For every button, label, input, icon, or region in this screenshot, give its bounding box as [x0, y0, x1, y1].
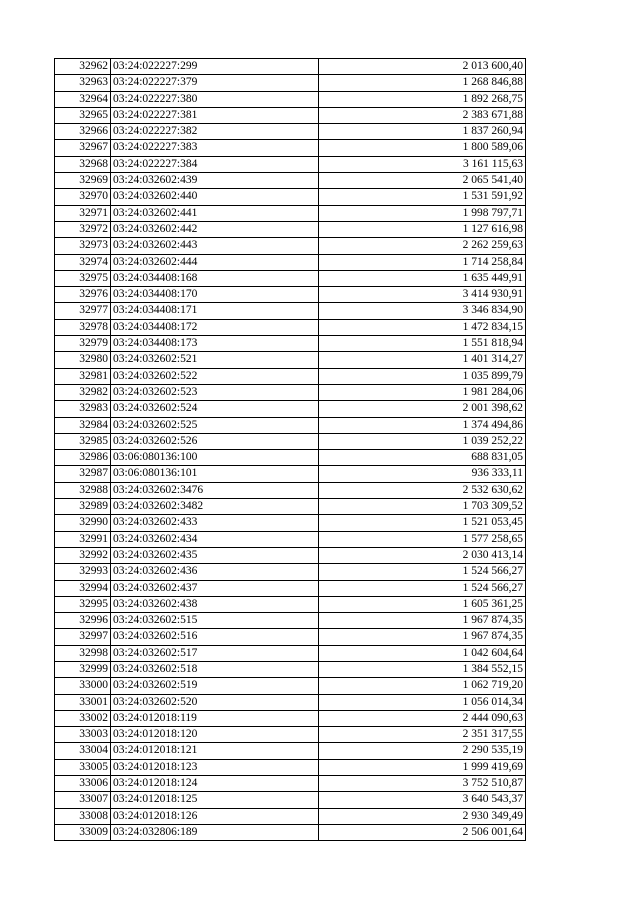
cadastral-number-cell: 03:24:032806:189	[111, 824, 319, 840]
cadastral-number-cell: 03:24:032602:438	[111, 596, 319, 612]
value-cell: 1 472 834,15	[319, 319, 526, 335]
cadastral-number-cell: 03:06:080136:101	[111, 466, 319, 482]
row-number-cell: 33001	[55, 694, 111, 710]
table-row	[55, 580, 526, 596]
table-row	[55, 759, 526, 775]
value-cell: 2 351 317,55	[319, 727, 526, 743]
value-cell: 2 030 413,14	[319, 547, 526, 563]
table-row	[55, 824, 526, 840]
row-number-cell: 32972	[55, 221, 111, 237]
value-cell: 3 346 834,90	[319, 303, 526, 319]
value-cell: 1 062 719,20	[319, 678, 526, 694]
row-number-cell: 32997	[55, 629, 111, 645]
value-cell: 936 333,11	[319, 466, 526, 482]
value-cell: 688 831,05	[319, 450, 526, 466]
cadastral-number-cell: 03:24:032602:520	[111, 694, 319, 710]
value-cell: 1 521 053,45	[319, 515, 526, 531]
cadastral-number-cell: 03:24:022227:379	[111, 75, 319, 91]
table-row	[55, 596, 526, 612]
cadastral-number-cell: 03:24:022227:384	[111, 156, 319, 172]
value-cell: 1 800 589,06	[319, 140, 526, 156]
row-number-cell: 32964	[55, 91, 111, 107]
cadastral-number-cell: 03:24:034408:171	[111, 303, 319, 319]
row-number-cell: 32993	[55, 564, 111, 580]
value-cell: 1 524 566,27	[319, 564, 526, 580]
row-number-cell: 32992	[55, 547, 111, 563]
row-number-cell: 32994	[55, 580, 111, 596]
row-number-cell: 32973	[55, 238, 111, 254]
cadastral-number-cell: 03:24:032602:519	[111, 678, 319, 694]
table-row	[55, 173, 526, 189]
cadastral-number-cell: 03:24:012018:121	[111, 743, 319, 759]
row-number-cell: 32980	[55, 352, 111, 368]
table-row	[55, 694, 526, 710]
row-number-cell: 32984	[55, 417, 111, 433]
table-row	[55, 792, 526, 808]
cadastral-number-cell: 03:24:032602:436	[111, 564, 319, 580]
table-row	[55, 531, 526, 547]
value-cell: 1 384 552,15	[319, 661, 526, 677]
row-number-cell: 32966	[55, 124, 111, 140]
cadastral-number-cell: 03:24:022227:380	[111, 91, 319, 107]
value-cell: 2 444 090,63	[319, 710, 526, 726]
table-row	[55, 75, 526, 91]
cadastral-number-cell: 03:24:012018:119	[111, 710, 319, 726]
value-cell: 1 042 604,64	[319, 645, 526, 661]
value-cell: 1 577 258,65	[319, 531, 526, 547]
table-row	[55, 205, 526, 221]
row-number-cell: 32981	[55, 368, 111, 384]
value-cell: 2 930 349,49	[319, 808, 526, 824]
value-cell: 1 268 846,88	[319, 75, 526, 91]
value-cell: 1 703 309,52	[319, 499, 526, 515]
table-row	[55, 678, 526, 694]
value-cell: 3 161 115,63	[319, 156, 526, 172]
value-cell: 1 605 361,25	[319, 596, 526, 612]
value-cell: 1 551 818,94	[319, 336, 526, 352]
cadastral-number-cell: 03:24:032602:434	[111, 531, 319, 547]
table-row	[55, 156, 526, 172]
table-row	[55, 368, 526, 384]
value-cell: 2 065 541,40	[319, 173, 526, 189]
table-body	[55, 59, 526, 841]
table-row	[55, 564, 526, 580]
row-number-cell: 32975	[55, 270, 111, 286]
cadastral-number-cell: 03:24:032602:443	[111, 238, 319, 254]
row-number-cell: 33005	[55, 759, 111, 775]
value-cell: 1 998 797,71	[319, 205, 526, 221]
cadastral-number-cell: 03:24:032602:442	[111, 221, 319, 237]
value-cell: 1 039 252,22	[319, 433, 526, 449]
value-cell: 1 524 566,27	[319, 580, 526, 596]
row-number-cell: 32996	[55, 613, 111, 629]
cadastral-number-cell: 03:24:032602:516	[111, 629, 319, 645]
table-row	[55, 238, 526, 254]
cadastral-number-cell: 03:24:012018:120	[111, 727, 319, 743]
row-number-cell: 33006	[55, 776, 111, 792]
table-row	[55, 450, 526, 466]
row-number-cell: 33009	[55, 824, 111, 840]
cadastral-number-cell: 03:24:034408:168	[111, 270, 319, 286]
value-cell: 2 001 398,62	[319, 401, 526, 417]
row-number-cell: 32976	[55, 287, 111, 303]
cadastral-number-cell: 03:24:032602:444	[111, 254, 319, 270]
value-cell: 1 374 494,86	[319, 417, 526, 433]
cadastral-number-cell: 03:24:032602:517	[111, 645, 319, 661]
row-number-cell: 32963	[55, 75, 111, 91]
row-number-cell: 32969	[55, 173, 111, 189]
row-number-cell: 32990	[55, 515, 111, 531]
cadastral-number-cell: 03:24:034408:172	[111, 319, 319, 335]
cadastral-number-cell: 03:24:032602:433	[111, 515, 319, 531]
table-row	[55, 107, 526, 123]
table-row	[55, 499, 526, 515]
row-number-cell: 32989	[55, 499, 111, 515]
row-number-cell: 32982	[55, 384, 111, 400]
cadastral-value-table	[54, 58, 526, 841]
value-cell: 2 383 671,88	[319, 107, 526, 123]
cadastral-number-cell: 03:24:022227:299	[111, 59, 319, 75]
cadastral-number-cell: 03:24:034408:173	[111, 336, 319, 352]
row-number-cell: 32998	[55, 645, 111, 661]
row-number-cell: 33008	[55, 808, 111, 824]
row-number-cell: 32977	[55, 303, 111, 319]
table-row	[55, 303, 526, 319]
table-row	[55, 629, 526, 645]
row-number-cell: 32986	[55, 450, 111, 466]
cadastral-number-cell: 03:24:032602:521	[111, 352, 319, 368]
cadastral-number-cell: 03:24:032602:3476	[111, 482, 319, 498]
table-row	[55, 270, 526, 286]
value-cell: 1 635 449,91	[319, 270, 526, 286]
row-number-cell: 32974	[55, 254, 111, 270]
table-row	[55, 319, 526, 335]
value-cell: 1 531 591,92	[319, 189, 526, 205]
cadastral-number-cell: 03:24:032602:440	[111, 189, 319, 205]
row-number-cell: 32991	[55, 531, 111, 547]
row-number-cell: 32962	[55, 59, 111, 75]
table-row	[55, 661, 526, 677]
table-row	[55, 547, 526, 563]
table-row	[55, 776, 526, 792]
table-row	[55, 743, 526, 759]
value-cell: 1 056 014,34	[319, 694, 526, 710]
value-cell: 1 127 616,98	[319, 221, 526, 237]
row-number-cell: 33007	[55, 792, 111, 808]
row-number-cell: 32970	[55, 189, 111, 205]
table-row	[55, 417, 526, 433]
row-number-cell: 32978	[55, 319, 111, 335]
cadastral-number-cell: 03:24:022227:383	[111, 140, 319, 156]
table-row	[55, 189, 526, 205]
table-row	[55, 287, 526, 303]
table-row	[55, 352, 526, 368]
table-row	[55, 613, 526, 629]
row-number-cell: 33004	[55, 743, 111, 759]
cadastral-number-cell: 03:24:032602:439	[111, 173, 319, 189]
cadastral-number-cell: 03:06:080136:100	[111, 450, 319, 466]
table-row	[55, 727, 526, 743]
table-row	[55, 140, 526, 156]
table-row	[55, 466, 526, 482]
value-cell: 2 013 600,40	[319, 59, 526, 75]
value-cell: 1 981 284,06	[319, 384, 526, 400]
value-cell: 1 035 899,79	[319, 368, 526, 384]
cadastral-number-cell: 03:24:032602:523	[111, 384, 319, 400]
row-number-cell: 32983	[55, 401, 111, 417]
value-cell: 1 892 268,75	[319, 91, 526, 107]
row-number-cell: 32965	[55, 107, 111, 123]
table-row	[55, 401, 526, 417]
table-row	[55, 433, 526, 449]
value-cell: 2 290 535,19	[319, 743, 526, 759]
table-row	[55, 59, 526, 75]
table-row	[55, 515, 526, 531]
cadastral-number-cell: 03:24:032602:515	[111, 613, 319, 629]
row-number-cell: 32971	[55, 205, 111, 221]
row-number-cell: 32967	[55, 140, 111, 156]
cadastral-number-cell: 03:24:022227:381	[111, 107, 319, 123]
value-cell: 1 967 874,35	[319, 613, 526, 629]
table-row	[55, 221, 526, 237]
value-cell: 1 999 419,69	[319, 759, 526, 775]
cadastral-number-cell: 03:24:012018:123	[111, 759, 319, 775]
table-row	[55, 710, 526, 726]
table-row	[55, 645, 526, 661]
cadastral-number-cell: 03:24:032602:524	[111, 401, 319, 417]
cadastral-number-cell: 03:24:012018:125	[111, 792, 319, 808]
row-number-cell: 32968	[55, 156, 111, 172]
table-row	[55, 336, 526, 352]
table-row	[55, 384, 526, 400]
row-number-cell: 32999	[55, 661, 111, 677]
value-cell: 3 752 510,87	[319, 776, 526, 792]
cadastral-number-cell: 03:24:032602:525	[111, 417, 319, 433]
cadastral-number-cell: 03:24:032602:518	[111, 661, 319, 677]
table-row	[55, 91, 526, 107]
cadastral-number-cell: 03:24:034408:170	[111, 287, 319, 303]
value-cell: 2 506 001,64	[319, 824, 526, 840]
row-number-cell: 32987	[55, 466, 111, 482]
cadastral-number-cell: 03:24:032602:437	[111, 580, 319, 596]
cadastral-number-cell: 03:24:012018:126	[111, 808, 319, 824]
cadastral-number-cell: 03:24:032602:526	[111, 433, 319, 449]
value-cell: 2 262 259,63	[319, 238, 526, 254]
value-cell: 3 414 930,91	[319, 287, 526, 303]
row-number-cell: 32979	[55, 336, 111, 352]
table-row	[55, 254, 526, 270]
row-number-cell: 32995	[55, 596, 111, 612]
row-number-cell: 32985	[55, 433, 111, 449]
cadastral-number-cell: 03:24:022227:382	[111, 124, 319, 140]
cadastral-number-cell: 03:24:032602:435	[111, 547, 319, 563]
row-number-cell: 33000	[55, 678, 111, 694]
value-cell: 2 532 630,62	[319, 482, 526, 498]
cadastral-number-cell: 03:24:032602:522	[111, 368, 319, 384]
cadastral-number-cell: 03:24:032602:3482	[111, 499, 319, 515]
row-number-cell: 33002	[55, 710, 111, 726]
value-cell: 1 714 258,84	[319, 254, 526, 270]
row-number-cell: 33003	[55, 727, 111, 743]
value-cell: 1 401 314,27	[319, 352, 526, 368]
value-cell: 1 837 260,94	[319, 124, 526, 140]
cadastral-number-cell: 03:24:012018:124	[111, 776, 319, 792]
table-row	[55, 124, 526, 140]
table-row	[55, 808, 526, 824]
value-cell: 1 967 874,35	[319, 629, 526, 645]
value-cell: 3 640 543,37	[319, 792, 526, 808]
table-row	[55, 482, 526, 498]
cadastral-number-cell: 03:24:032602:441	[111, 205, 319, 221]
row-number-cell: 32988	[55, 482, 111, 498]
